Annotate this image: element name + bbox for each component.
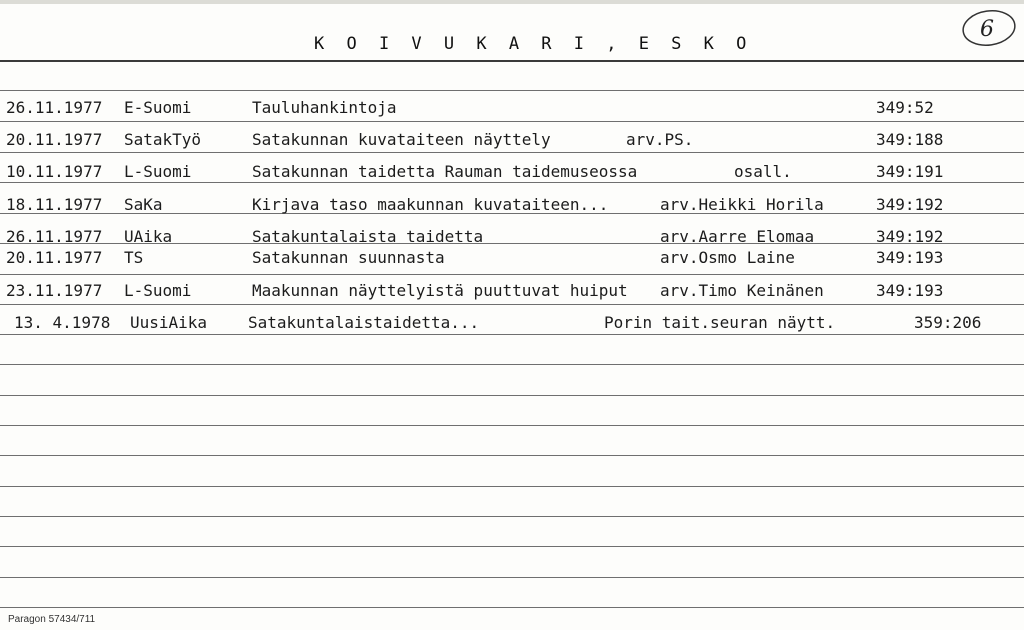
card-number-circle <box>960 8 1018 48</box>
entry-note: arv.Aarre Elomaa <box>660 227 815 246</box>
print-mark: Paragon 57434/711 <box>8 614 96 625</box>
entry-ref: 349:192 <box>876 227 944 246</box>
ruling-line <box>0 152 1024 153</box>
entry-note: arv.Osmo Laine <box>660 248 795 267</box>
entry-ref: 349:193 <box>876 248 944 267</box>
entry-date: 20.11.1977 <box>6 130 103 149</box>
ruling-line <box>0 334 1024 335</box>
entry-title: Maakunnan näyttelyistä puuttuvat huiput <box>252 281 628 300</box>
entry-ref: 349:193 <box>876 281 944 300</box>
entry-date: 10.11.1977 <box>6 162 103 181</box>
card-number: 6 <box>980 17 994 42</box>
ruling-line <box>0 274 1024 275</box>
ruling-line <box>0 304 1024 305</box>
entry-note: osall. <box>734 162 792 181</box>
entry-note: Porin tait.seuran näytt. <box>604 313 836 332</box>
entry-source: L-Suomi <box>124 162 192 181</box>
entry-ref: 349:188 <box>876 130 944 149</box>
entry-source: UAika <box>124 227 173 246</box>
entry-note: arv.Timo Keinänen <box>660 281 824 300</box>
entry-source: L-Suomi <box>124 281 192 300</box>
entry-title: Satakuntalaista taidetta <box>252 227 484 246</box>
ruling-line <box>0 182 1024 183</box>
entry-source: SaKa <box>124 195 163 214</box>
entry-title: Satakunnan suunnasta <box>252 248 445 267</box>
entry-note: arv.Heikki Horila <box>660 195 824 214</box>
entry-ref: 349:52 <box>876 98 934 117</box>
card-heading: K O I V U K A R I , E S K O <box>314 34 753 54</box>
entry-ref: 359:206 <box>914 313 982 332</box>
ruling-line <box>0 455 1024 456</box>
entry-date: 13. 4.1978 <box>14 313 111 332</box>
entry-ref: 349:192 <box>876 195 944 214</box>
entry-source: TS <box>124 248 144 267</box>
entry-date: 26.11.1977 <box>6 227 103 246</box>
entry-title: Satakunnan kuvataiteen näyttely <box>252 130 551 149</box>
ruling-line <box>0 607 1024 608</box>
ruling-line <box>0 577 1024 578</box>
entry-note: arv.PS. <box>626 130 694 149</box>
ruling-line <box>0 425 1024 426</box>
ruling-line <box>0 395 1024 396</box>
card-top-edge <box>0 0 1024 4</box>
ruling-line <box>0 90 1024 91</box>
entry-date: 20.11.1977 <box>6 248 103 267</box>
ruling-line <box>0 486 1024 487</box>
entry-title: Kirjava taso maakunnan kuvataiteen... <box>252 195 609 214</box>
entry-source: E-Suomi <box>124 98 192 117</box>
entry-row <box>0 313 982 440</box>
entry-source: SatakTyö <box>124 130 202 149</box>
ruling-line <box>0 364 1024 365</box>
entry-date: 26.11.1977 <box>6 98 103 117</box>
entry-date: 18.11.1977 <box>6 195 103 214</box>
ruling-line <box>0 121 1024 122</box>
entry-title: Satakuntalaistaidetta... <box>248 313 480 332</box>
entry-source: UusiAika <box>130 313 208 332</box>
ruling-line <box>0 546 1024 547</box>
entry-ref: 349:191 <box>876 162 944 181</box>
entry-title: Tauluhankintoja <box>252 98 397 117</box>
entry-date: 23.11.1977 <box>6 281 103 300</box>
ruling-line <box>0 516 1024 517</box>
entry-title: Satakunnan taidetta Rauman taidemuseossa <box>252 162 638 181</box>
header-rule <box>0 60 1024 62</box>
